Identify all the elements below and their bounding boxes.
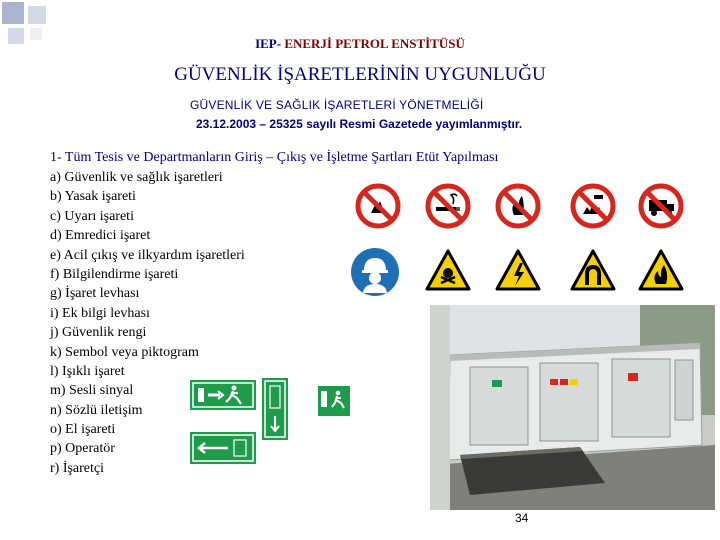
list-item: o) El işareti xyxy=(50,422,116,438)
list-item: a) Güvenlik ve sağlık işaretleri xyxy=(50,170,223,185)
list-item: k) Sembol veya piktogram xyxy=(50,344,199,360)
institute-header xyxy=(0,36,720,52)
electric-warning-icon xyxy=(495,249,541,291)
exit-sign-door-icon xyxy=(318,386,350,416)
exit-sign-running-icon xyxy=(190,380,256,410)
no-smoking-icon xyxy=(425,183,471,229)
institute-name: ENERJİ PETROL ENSTİTÜSÜ xyxy=(281,36,465,51)
list-item: b) Yasak işareti xyxy=(50,189,136,205)
page-number: 34 xyxy=(515,511,529,525)
list-item: l) Işıklı işaret xyxy=(50,363,125,379)
no-extinguish-with-water-icon xyxy=(570,183,616,229)
slide-title: GÜVENLİK İŞARETLERİNİN UYGUNLUĞU xyxy=(174,64,546,85)
list-item: r) İşaretçi xyxy=(50,460,105,476)
list-item: m) Sesli sinyal xyxy=(50,383,134,399)
regulation-title: GÜVENLİK VE SAĞLIK İŞARETLERİ YÖNETMELİĞİ xyxy=(190,98,484,112)
head-protection-icon xyxy=(350,247,400,297)
no-open-flame-icon xyxy=(495,183,541,229)
list-item: j) Güvenlik rengi xyxy=(50,325,147,341)
institute-brand: IEP- xyxy=(255,36,282,51)
toxic-warning-icon xyxy=(425,249,471,291)
exit-sign-down-arrow-icon xyxy=(262,378,288,440)
list-item: g) İşaret levhası xyxy=(50,286,140,302)
list-item: f) Bilgilendirme işareti xyxy=(50,266,179,282)
exit-sign-left-arrow-icon xyxy=(190,432,256,464)
list-item: e) Acil çıkış ve ilkyardım işaretleri xyxy=(50,247,245,263)
list-item: c) Uyarı işareti xyxy=(50,208,134,224)
flammable-warning-icon xyxy=(638,249,684,291)
magnetic-warning-icon xyxy=(570,249,616,291)
list-item: p) Operatör xyxy=(50,441,115,457)
list-item: i) Ek bilgi levhası xyxy=(50,305,150,321)
section-heading: 1- Tüm Tesis ve Departmanların Giriş – Çıkış ve İşletme Şartları Etüt Yapılması xyxy=(50,150,499,165)
no-entry-vehicle-icon xyxy=(638,183,684,229)
list-item: n) Sözlü iletişim xyxy=(50,402,143,418)
regulation-date: 23.12.2003 – 25325 sayılı Resmi Gazetede yayımlanmıştır. xyxy=(196,117,523,131)
no-fire-icon xyxy=(355,183,401,229)
portable-cabin-photo xyxy=(430,305,715,510)
list-item: d) Emredici işaret xyxy=(50,228,151,244)
